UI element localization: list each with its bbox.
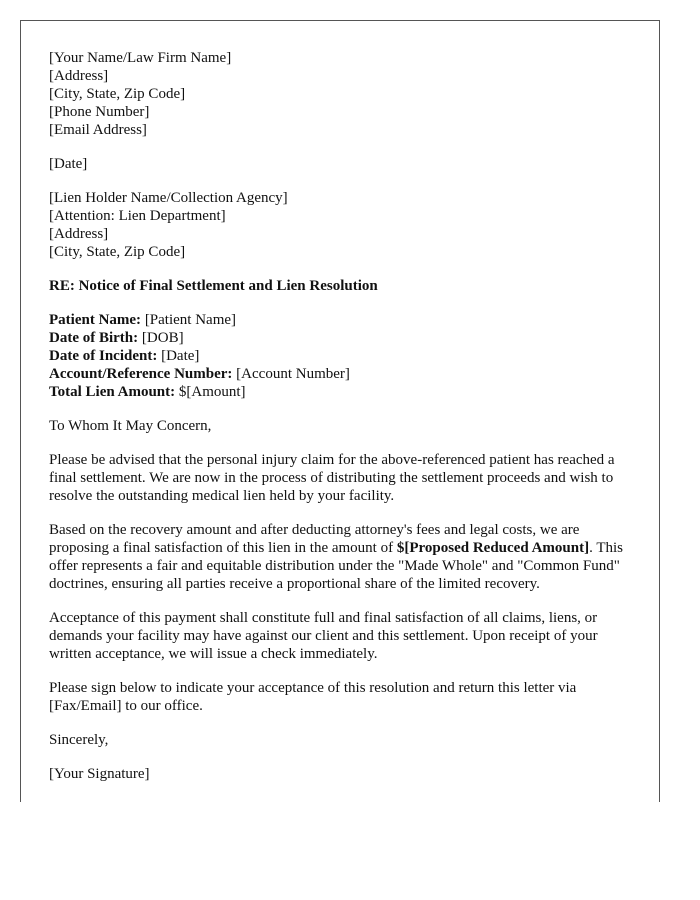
reference-fields <box>49 311 639 401</box>
proposal-text-end: . This offer represents a fair and equitable distribution under the "Made Whole" and "Common Fund" doctrines, ensuring all parties receive a proportional share of the limited recovery. <box>49 540 623 592</box>
field-label: Patient Name: <box>49 312 142 328</box>
recipient-attention: [Attention: Lien Department] <box>49 208 226 224</box>
field-label: Date of Birth: <box>49 330 139 346</box>
sender-address: [Address] <box>49 68 109 84</box>
subject-line <box>49 277 639 295</box>
field-value: [DOB] <box>138 330 184 346</box>
closing: Sincerely, <box>49 732 109 748</box>
recipient-name: [Lien Holder Name/Collection Agency] <box>49 190 288 206</box>
field-label: Date of Incident: <box>49 348 158 364</box>
proposal-text-start: Based on the recovery amount and after deducting attorney's fees and legal costs, we are proposing a final satisfaction of this lien in the amount of <box>49 522 580 556</box>
sender-city: [City, State, Zip Code] <box>49 86 186 102</box>
proposed-amount: $[Proposed Reduced Amount] <box>396 540 590 556</box>
field-value: [Patient Name] <box>141 312 237 328</box>
sender-email: [Email Address] <box>49 122 147 138</box>
sender-name: [Your Name/Law Firm Name] <box>49 50 232 66</box>
paragraph-acceptance: Acceptance of this payment shall constitute full and final satisfaction of all claims, liens, or demands your facility may have against our client and this settlement. Upon receipt of your written acceptance, we will issue a check immediately. <box>49 610 598 662</box>
subject-text: RE: Notice of Final Settlement and Lien Resolution <box>49 278 378 294</box>
paragraph-settlement: Please be advised that the personal injury claim for the above-referenced patient has reached a final settlement. We are now in the process of distributing the settlement proceeds and wish to resolve the outstanding medical lien held by your facility. <box>49 452 615 504</box>
letter-body <box>49 49 639 799</box>
paragraph-instructions: Please sign below to indicate your acceptance of this resolution and return this letter via [Fax/Email] to our office. <box>49 680 577 714</box>
letter-page <box>20 20 660 802</box>
field-value: $[Amount] <box>175 384 246 400</box>
sender-block <box>49 49 639 139</box>
signature: [Your Signature] <box>49 766 150 782</box>
letter-date: [Date] <box>49 156 88 172</box>
field-value: [Account Number] <box>232 366 350 382</box>
paragraph-proposal <box>49 521 639 593</box>
sender-phone: [Phone Number] <box>49 104 150 120</box>
field-label: Total Lien Amount: <box>49 384 176 400</box>
field-value: [Date] <box>157 348 200 364</box>
recipient-address: [Address] <box>49 226 109 242</box>
recipient-block <box>49 189 639 261</box>
field-label: Account/Reference Number: <box>49 366 233 382</box>
recipient-city: [City, State, Zip Code] <box>49 244 186 260</box>
salutation: To Whom It May Concern, <box>49 418 212 434</box>
